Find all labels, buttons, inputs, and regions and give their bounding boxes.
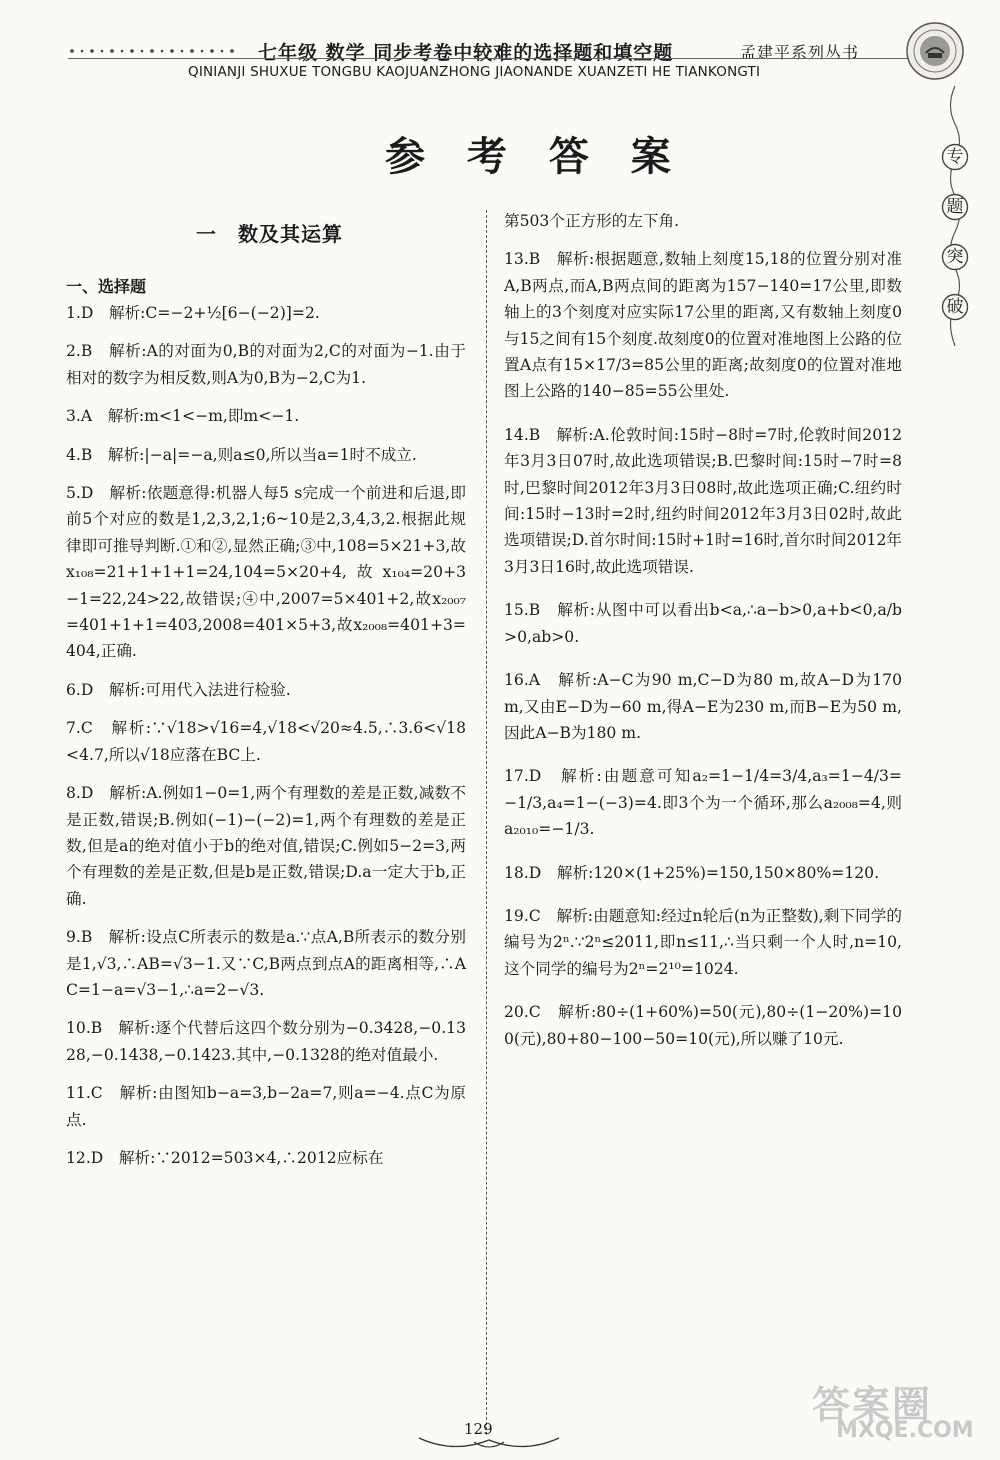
- header-series-name: 孟建平系列丛书: [740, 43, 860, 62]
- answer-item: 16.A 解析:A−C为90 m,C−D为80 m,故A−D为170 m,又由E−D为−60 m,得A−E为230 m,而B−E为50 m,因此A−B为180 m.: [504, 671, 902, 742]
- answer-item: 2.B 解析:A的对面为0,B的对面为2,C的对面为−1.由于相对的数字为相反数,则A为0,B为−2,C为1.: [66, 342, 466, 387]
- answer-item: 3.A 解析:m<1<−m,即m<−1.: [66, 407, 300, 426]
- answer-item: 5.D 解析:依题意得:机器人每5 s完成一个前进和后退,即前5个对应的数是1,2,3,2,1;6~10是2,3,4,3,2.根据此规律即可推导判断.①和②,显然正确;③中,108=5×21+3,故x₁₀₈=21+1+1+1=24,104=5×20+4,故x₁₀₄=20+3−1=22,24>22,故错误;④中,2007=5×401+2,故x₂₀₀₇=401+1+1=403,2008=401×5+3,故x₂₀₀₈=401+3=404,正确.: [66, 484, 466, 661]
- header-pinyin: QINIANJI SHUXUE TONGBU KAOJUANZHONG JIAONANDE XUANZETI HE TIANKONGTI: [188, 64, 761, 80]
- column-divider: [486, 210, 487, 1435]
- header-rule: [68, 58, 920, 59]
- answer-item: 17.D 解析:由题意可知a₂=1−1/4=3/4,a₃=1−4/3=−1/3,a₄=1−(−3)=4.即3个为一个循环,那么a₂₀₀₈=4,则a₂₀₁₀=−1/3.: [504, 767, 902, 839]
- answer-item: 12.D 解析:∵2012=503×4,∴2012应标在: [66, 1148, 384, 1167]
- answer-item: 6.D 解析:可用代入法进行检验.: [66, 680, 291, 699]
- answer-item: 11.C 解析:由图知b−a=3,b−2a=7,则a=−4.点C为原点.: [66, 1084, 466, 1129]
- side-tab-char: 突: [946, 247, 964, 267]
- answer-item: 9.B 解析:设点C所表示的数是a.∵点A,B所表示的数分别是1,√3,∴AB=√3−1.又∵C,B两点到点A的距离相等,∴AC=1−a=√3−1,∴a=2−√3.: [66, 928, 466, 999]
- page-number: 129: [464, 1420, 493, 1438]
- answer-item: 1.D 解析:C=−2+½[6−(−2)]=2.: [66, 304, 320, 322]
- answer-column-left: [66, 300, 466, 1171]
- answer-item: 4.B 解析:|−a|=−a,则a≤0,所以当a=1时不成立.: [66, 445, 417, 464]
- answer-item: 10.B 解析:逐个代替后这四个数分别为−0.3428,−0.1328,−0.1438,−0.1423.其中,−0.1328的绝对值最小.: [66, 1019, 466, 1064]
- subsection-title: 一、选择题: [66, 277, 147, 296]
- publisher-seal-icon: [904, 20, 966, 82]
- side-tab-char: 破: [946, 297, 964, 317]
- answer-item: 20.C 解析:80÷(1+60%)=50(元),80÷(1−20%)=100(元),80+80−100−50=10(元),所以赚了10元.: [504, 1003, 902, 1048]
- answer-item: 14.B 解析:A.伦敦时间:15时−8时=7时,伦敦时间2012年3月3日07时,故此选项错误;B.巴黎时间:15时−7时=8时,巴黎时间2012年3月3日08时,故此选项正确;C.纽约时间:15时−13时=2时,纽约时间2012年3月3日02时,故此选项错误;D.首尔时间:15时+1时=16时,首尔时间2012年3月3日16时,故此选项错误.: [504, 425, 902, 576]
- answer-item: 18.D 解析:120×(1+25%)=150,150×80%=120.: [504, 863, 880, 882]
- watermark-logo: 答案圈: [812, 1383, 933, 1427]
- answer-item: 8.D 解析:A.例如1−0=1,两个有理数的差是正数,减数不是正数,错误;B.例如(−1)−(−2)=1,两个有理数的差是正数,但是a的绝对值小于b的绝对值,错误;C.例如5−2=3,两个有理数的差是正数,但是b是正数,错误;D.a一定大于b,正确.: [66, 784, 466, 908]
- answer-item: 第503个正方形的左下角.: [504, 212, 680, 230]
- side-tab-char: 专: [946, 147, 964, 167]
- answer-column-right: [504, 208, 902, 1052]
- section-title: 一 数及其运算: [196, 222, 343, 246]
- page-title: 参 考 答 案: [385, 133, 685, 180]
- footer-swirl-ornament: [414, 1432, 564, 1456]
- header-dot-ornament: [68, 46, 248, 56]
- answer-item: 13.B 解析:根据题意,数轴上刻度15,18的位置分别对准A,B两点,而A,B两点间的距离为157−140=17公里,即数轴上的3个刻度对应实际17公里的距离,又有数轴上刻度0与15之间有15个刻度.故刻度0的位置对准地图上公路的位置A点有15×17/3=85公里的距离;故刻度0的位置对准地图上公路的140−85=55公里处.: [504, 250, 902, 401]
- side-tab-char: 题: [946, 197, 964, 217]
- answer-item: 19.C 解析:由题意知:经过n轮后(n为正整数),剩下同学的编号为2ⁿ.∵2ⁿ≤2011,即n≤11,∴当只剩一个人时,n=10,这个同学的编号为2ⁿ=2¹⁰=1024.: [504, 906, 902, 978]
- header-book-title: 七年级 数学 同步考卷中较难的选择题和填空题: [258, 42, 674, 64]
- answer-item: 7.C 解析:∵√18>√16=4,√18<√20≈4.5,∴3.6<√18<4.7,所以√18应落在BC上.: [66, 719, 466, 764]
- watermark-url: MXQE.COM: [836, 1418, 974, 1443]
- answer-item: 15.B 解析:从图中可以看出b<a,∴a−b>0,a+b<0,a/b>0,ab>0.: [504, 601, 902, 646]
